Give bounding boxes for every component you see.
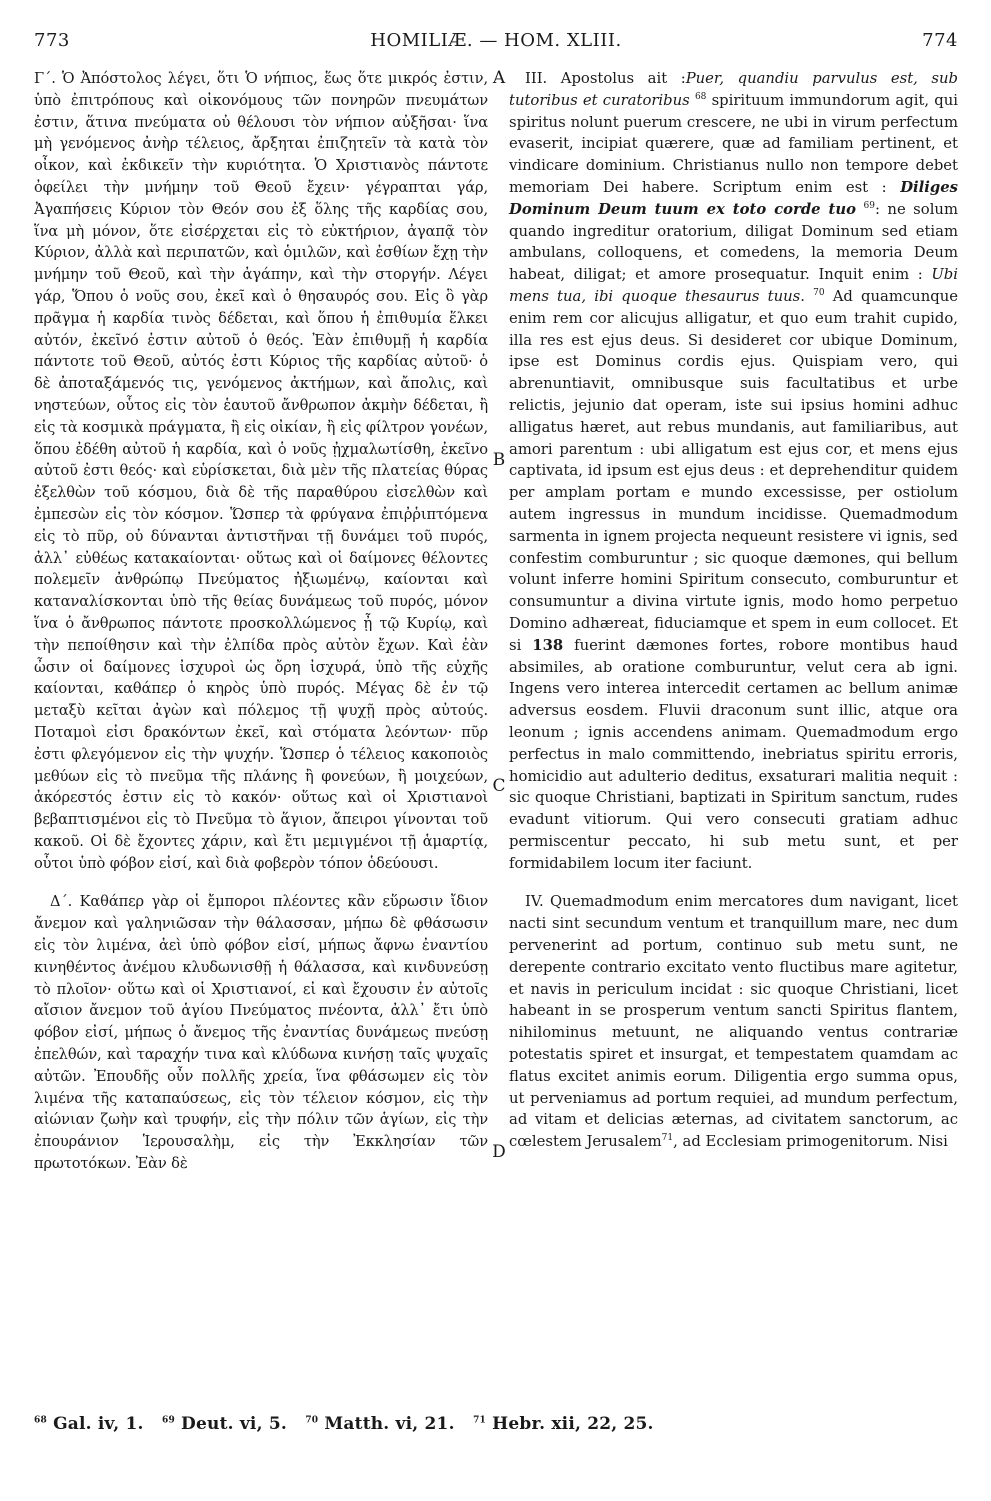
latin-text: fuerint dæmones fortes, robore montibus haud absimiles, ab oratione comburuntur, velut cera ab igni. Ingens vero interea intercedit certamen ac bellum animæ adversus eosdem. Fluvii draconum sunt illic, atque ora leonum ; ignis accendens animam. Quemadmodum ergo perfectus in malo committendo, inebriatus spiritu erroris, homicidio aut adulterio deditus, exsaturari malitia nequit : sic quoque Christiani, baptizati in Spiritum sanctum, rudes evadunt vitiorum. Qui vero consecuti gratiam adhuc permiscentur peccato, hi sub metu sunt, et per formidabilem locum iter faciunt. — [509, 636, 958, 872]
footnote-text: Hebr. xii, 22, 25. — [492, 1414, 654, 1434]
scripture-quote: Puer, quandiu parvulus est, sub tutoribus et curatoribus — [509, 70, 958, 109]
scripture-quote: Ubi mens tua, ibi quoque thesaurus tuus. — [509, 266, 958, 305]
footnote-number: 70 — [305, 1415, 319, 1426]
note-ref-68: 68 — [694, 91, 707, 102]
footnote-number: 71 — [473, 1415, 486, 1426]
footnote-text: Gal. iv, 1. — [53, 1414, 144, 1434]
scripture-quote: Diliges Dominum Deum tuum ex toto corde tuo — [509, 178, 958, 218]
greek-column — [34, 68, 488, 1175]
footnotes — [34, 1414, 958, 1434]
latin-text: spirituum immundorum agit, qui spiritus nolunt puerum crescere, ne ubi in virum perfectum evaserit, incipiat quærere, quæ ad familiam pertinent, et vindicare dominium. Christianus nullo non tempore debet memoriam Dei habere. Scriptum enim est : — [509, 91, 958, 196]
latin-text: Ad quamcunque enim rem cor alicujus alligatur, et quo eum trahit cupido, illa res est ejus deus. Si desideret cor ubique Dominum, ipse est Dominus cordis ejus. Quispiam vero, qui abrenuntiavit, omnibusque suis facultatibus et urbe relictis, jejunio dat operam, iste sui ipsius homini adhuc alligatus hæret, aut rebus mundanis, aut familiaribus, aut amori parentum : ubi alligatum est ejus cor, et mens ejus captivata, id ipsum est ejus deus : et deprehenditur quidem per amplam portam e mundo excessisse, per ostiolum autem ingressus in mundum incidisse. Quemadmodum sarmenta in ignem projecta nequeunt resistere vi ignis, sed confestim comburuntur ; sic quoque dæmones, qui bellum volunt inferre homini Spiritum consecuto, comburuntur et consumuntur a divina virtute ignis, modo homo perpetuo Domino adhæreat, fiduciamque et spem in eum collocet. Et si — [509, 287, 958, 654]
footnote-text: Deut. vi, 5. — [181, 1414, 287, 1434]
column-number: 138 — [532, 636, 564, 654]
footnote-text: Matth. vi, 21. — [324, 1414, 455, 1434]
latin-text: III. Apostolus ait : — [525, 70, 686, 87]
latin-text: , ad Ecclesiam primogenitorum. Nisi — [673, 1133, 948, 1151]
footnote-number: 68 — [34, 1415, 47, 1426]
footnote-number: 69 — [161, 1415, 175, 1426]
latin-paragraph-3 — [509, 68, 958, 874]
note-ref-70: 70 — [813, 288, 825, 299]
margin-marker-d: D — [492, 1142, 506, 1162]
page-number-left: 773 — [34, 30, 70, 51]
page-number-right: 774 — [922, 30, 958, 51]
latin-text: IV. Quemadmodum enim mercatores dum navigant, licet nacti sint secundum ventum et tranquillum mare, nec dum pervenerint ad portum, continuo sub metu sunt, ne derepente contrario excitato vento fluctibus mare agitetur, et navis in periculum incidat : sic quoque Christiani, licet habeant in se prosperum ventum sancti Spiritus flantem, nihilominus metuunt, ne aliquando ventus contrariæ potestatis spiret et insurgat, et tempestatem quamdam ac flatus excitet animis eorum. Diligentia ergo summa opus, ut perveniamus ad portum requiei, ad mundum perfectum, ad vitam et delicias æternas, ad civitatem sanctorum, ac cœlestem Jerusalem — [509, 893, 958, 1151]
margin-marker-b: B — [492, 450, 506, 470]
page-header — [34, 30, 958, 64]
greek-paragraph-3: Γ΄. Ὁ Ἀπόστολος λέγει, ὅτι Ὁ νήπιος, ἕως ὅτε μικρός ἐστιν, ὑπὸ ἐπιτρόπους καὶ οἰκονόμους τῶν πονηρῶν πνευμάτων ἐστιν, ἅτινα πνεύματα οὐ θέλουσι τὸν νήπιον αὐξῆσαι· ἵνα μὴ γενόμενος ἀνὴρ τέλειος, ἄρξηται ἐπιζητεῖν τὰ κατὰ τὸν οἶκον, καὶ ἐκδικεῖν τὴν κυριότητα. Ὁ Χριστιανὸς πάντοτε ὀφείλει τὴν μνήμην τοῦ Θεοῦ ἔχειν· γέγραπται γάρ, Ἀγαπήσεις Κύριον τὸν Θεόν σου ἐξ ὅλης τῆς καρδίας σου, ἵνα μὴ μόνον, ὅτε εἰσέρχεται εἰς τὸ εὐκτήριον, ἀγαπᾷ τὸν Κύριον, ἀλλὰ καὶ περιπατῶν, καὶ ὁμιλῶν, καὶ ἐσθίων ἔχῃ τὴν μνήμην τοῦ Θεοῦ, καὶ τὴν ἀγάπην, καὶ τὴν στοργήν. Λέγει γάρ, Ὅπου ὁ νοῦς σου, ἐκεῖ καὶ ὁ θησαυρός σου. Εἰς ὃ γὰρ πρᾶγμα ἡ καρδία τινὸς δέδεται, καὶ ὅπου ἡ ἐπιθυμία ἕλκει αὐτόν, ἐκεῖνό ἐστιν αὐτοῦ ὁ θεός. Ἐὰν ἐπιθυμῇ ἡ καρδία πάντοτε τοῦ Θεοῦ, αὐτός ἐστι Κύριος τῆς καρδίας αὐτοῦ· ὁ δὲ ἀποταξάμενός τις, γενόμενος ἀκτήμων, καὶ ἄπολις, καὶ νηστεύων, οὗτος εἰς τὸν ἑαυτοῦ ἄνθρωπον ἀκμὴν δέδεται, ἢ εἰς τὰ κοσμικὰ πράγματα, ἢ εἰς οἰκίαν, ἢ εἰς φίλτρον γονέων, ὅπου ἐδέθη αὐτοῦ ἡ καρδία, καὶ ὁ νοῦς ᾐχμαλωτίσθη, ἐκεῖνο αὐτοῦ ἐστι θεός· καὶ εὑρίσκεται, διὰ μὲν τῆς πλατείας θύρας ἐξελθὼν τοῦ κόσμου, διὰ δὲ τῆς παραθύρου εἰσελθὼν καὶ ἐμπεσὼν εἰς τὸν κόσμον. Ὥσπερ τὰ φρύγανα ἐπιῤῥιπτόμενα εἰς τὸ πῦρ, οὐ δύνανται ἀντιστῆναι τῇ δυνάμει τοῦ πυρός, ἀλλ᾽ εὐθέως κατακαίονται· οὕτως καὶ οἱ δαίμονες θέλοντες πολεμεῖν ἀνθρώπῳ Πνεύματος ἠξιωμένῳ, καίονται καὶ καταναλίσκονται ὑπὸ τῆς θείας δυνάμεως τοῦ πυρός, μόνον ἵνα ὁ ἄνθρωπος πάντοτε προσκολλώμενος ᾖ τῷ Κυρίῳ, καὶ τὴν πεποίθησιν καὶ τὴν ἐλπίδα πρὸς αὐτὸν ἔχων. Καὶ ἐὰν ὦσιν οἱ δαίμονες ἰσχυροὶ ὡς ὄρη ἰσχυρά, ὑπὸ τῆς εὐχῆς καίονται, καθάπερ ὁ κηρὸς ὑπὸ πυρός. Μέγας δὲ ἐν τῷ μεταξὺ κεῖται ἀγὼν καὶ πόλεμος τῇ ψυχῇ πρὸς αὐτούς. Ποταμοὶ εἰσι δρακόντων ἐκεῖ, καὶ στόματα λεόντων· πῦρ ἐστι φλεγόμενον εἰς τὴν ψυχήν. Ὥσπερ ὁ τέλειος κακοποιὸς μεθύων εἰς τὸ πνεῦμα τῆς πλάνης ἢ φονεύων, ἢ μοιχεύων, ἀκόρεστός ἐστιν εἰς τὸ κακόν· οὕτως καὶ οἱ Χριστιανοὶ βεβαπτισμένοι εἰς τὸ Πνεῦμα τὸ ἅγιον, ἄπειροι γίνονται τοῦ κακοῦ. Οἱ δὲ ἔχοντες χάριν, καὶ ἔτι μεμιγμένοι τῇ ἁμαρτίᾳ, οὗτοι ὑπὸ φόβον εἰσί, καὶ διὰ φοβερὸν τόπον ὁδεύουσι. — [34, 70, 488, 872]
latin-text: : ne solum quando ingreditur oratorium, diligat Dominum sed etiam ambulans, colloquens, et comedens, la memoria Deum habeat, diligat; et amore prosequatur. Inquit enim : — [509, 200, 958, 284]
running-title: HOMILIÆ. — HOM. XLIII. — [370, 30, 622, 51]
latin-column — [509, 68, 958, 1153]
note-ref-69: 69 — [863, 200, 875, 211]
note-ref-71: 71 — [661, 1133, 674, 1144]
latin-paragraph-4 — [509, 891, 958, 1153]
margin-marker-a: A — [492, 68, 506, 88]
margin-marker-c: C — [492, 776, 506, 796]
greek-paragraph-4: Δ΄. Καθάπερ γὰρ οἱ ἔμποροι πλέοντες κἂν εὕρωσιν ἴδιον ἄνεμον καὶ γαληνιῶσαν τὴν θάλασσαν, μήπω δὲ φθάσωσιν εἰς τὸν λιμένα, ἀεὶ ὑπὸ φόβον εἰσί, μήπως ἄφνω ἐναντίου κινηθέντος ἀνέμου κλυδωνισθῇ ἡ θάλασσα, καὶ κινδυνεύσῃ τὸ πλοῖον· οὕτω καὶ οἱ Χριστιανοί, εἰ καὶ ἔχουσιν ἐν αὐτοῖς αἴσιον ἄνεμον τοῦ ἁγίου Πνεύματος πνέοντα, ἀλλ᾽ ἔτι ὑπὸ φόβον εἰσί, μήπως ὁ ἄνεμος τῆς ἐναντίας δυνάμεως πνεύσῃ ἐπελθών, καὶ ταραχήν τινα καὶ κλύδωνα κινήσῃ ταῖς ψυχαῖς αὐτῶν. Ἐπουδῆς οὖν πολλῆς χρεία, ἵνα φθάσωμεν εἰς τὸν λιμένα τῆς καταπαύσεως, εἰς τὸν τέλειον κόσμον, εἰς τὴν αἰώνιαν ζωὴν καὶ τρυφήν, εἰς τὴν πόλιν τῶν ἁγίων, εἰς τὴν ἐπουράνιον Ἱερουσαλὴμ, εἰς τὴν Ἐκκλησίαν τῶν πρωτοτόκων. Ἐὰν δὲ — [34, 893, 488, 1173]
